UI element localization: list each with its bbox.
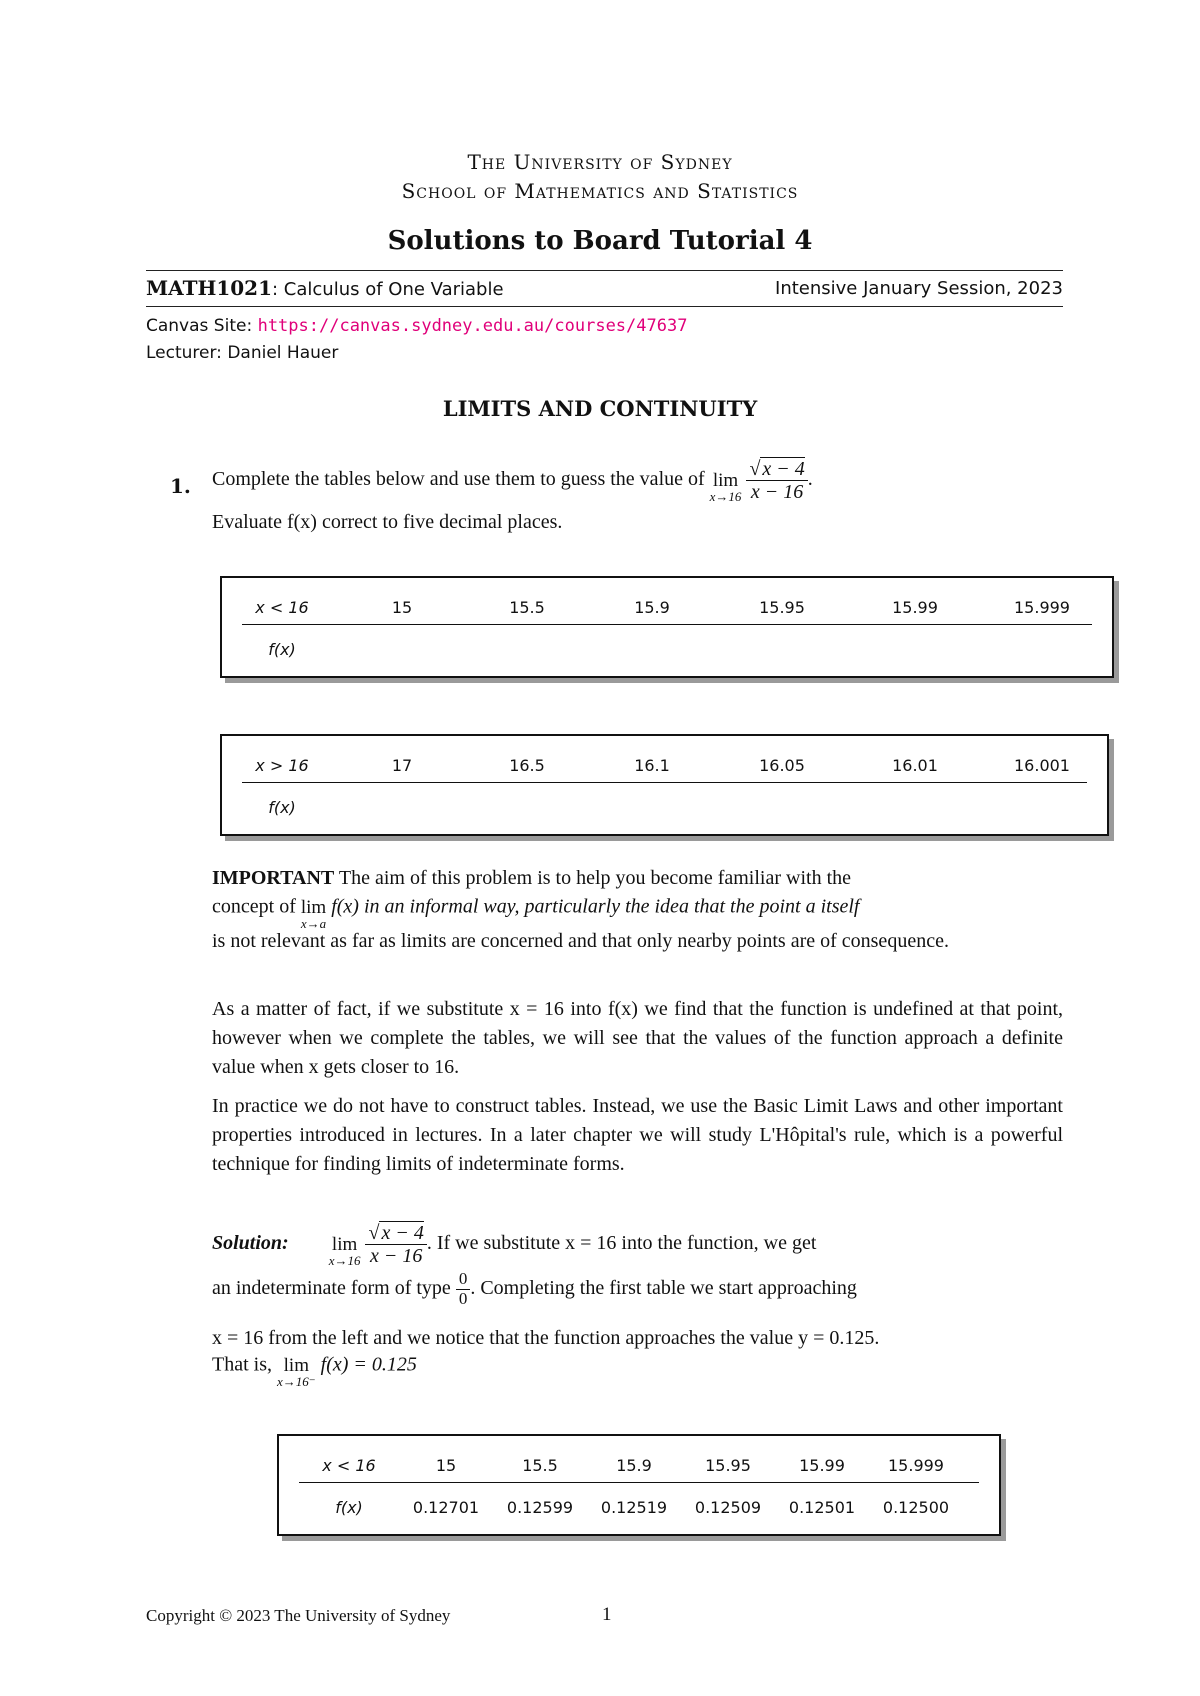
table-cell: 0.12701 xyxy=(412,1498,480,1517)
table-cell: 16.1 xyxy=(634,756,670,775)
important-line3: is not relevant as far as limits are concerned and that only nearby points are of consequence. xyxy=(212,930,949,952)
table-value-row xyxy=(222,798,1107,820)
page-number: 1 xyxy=(602,1604,612,1625)
table-cell: 15.9 xyxy=(616,1456,652,1475)
important-line1 xyxy=(212,864,1063,893)
course-code: MATH1021 xyxy=(146,276,273,300)
table-cell: 16.05 xyxy=(759,756,805,775)
page-title: Solutions to Board Tutorial 4 xyxy=(387,226,813,256)
bottom-rule xyxy=(146,306,1063,307)
table-cell: x > 16 xyxy=(255,756,309,775)
table-divider xyxy=(242,624,1092,625)
table-cell: 16.001 xyxy=(1014,756,1070,775)
solution-line1 xyxy=(212,1222,1063,1267)
table-cell: 15 xyxy=(391,598,413,617)
solution-text4a: That is, xyxy=(212,1353,272,1376)
table-x-greater-16 xyxy=(220,734,1109,836)
table-cell: 0.12509 xyxy=(694,1498,762,1517)
important-text-b: concept of xyxy=(212,895,296,918)
table-cell: f(x) xyxy=(268,640,296,659)
table-cell: 15.95 xyxy=(705,1456,751,1475)
table-cell: 15.95 xyxy=(759,598,805,617)
table-cell: 15.999 xyxy=(1014,598,1070,617)
solution-text4b: f(x) = 0.125 xyxy=(320,1353,417,1376)
table-cell: 15.9 xyxy=(634,598,670,617)
table-header-row xyxy=(222,598,1112,620)
table-cell: 16.5 xyxy=(509,756,545,775)
important-para3: In practice we do not have to construct tables. Instead, we use the Basic Limit Laws and other important properties introduced in lectures. In a later chapter we will study L'Hôpital's rule, which is a powerful technique for finding limits of indeterminate forms. xyxy=(212,1095,1063,1175)
lim-subscript: x→16 xyxy=(328,1252,361,1268)
canvas-label: Canvas Site: xyxy=(146,316,258,336)
solution-line4 xyxy=(212,1350,417,1389)
important-text-a: The aim of this problem is to help you become familiar with the xyxy=(338,867,852,889)
session: Intensive January Session, 2023 xyxy=(775,278,1063,299)
solution-line2 xyxy=(212,1270,1063,1308)
table-cell: 15 xyxy=(435,1456,457,1475)
table-cell: 15.5 xyxy=(509,598,545,617)
frac-denominator: x − 16 xyxy=(750,481,804,503)
solution-line3: x = 16 from the left and we notice that the function approaches the value y = 0.125. xyxy=(212,1327,880,1349)
table-cell: 15.99 xyxy=(892,598,938,617)
lecturer: Lecturer: Daniel Hauer xyxy=(146,343,339,363)
footer-copyright: Copyright © 2023 The University of Sydney xyxy=(146,1606,451,1625)
question-limit xyxy=(710,471,742,503)
table-cell: 16.01 xyxy=(892,756,938,775)
table-cell: 17 xyxy=(391,756,413,775)
lim-subscript: x→16 xyxy=(709,488,742,504)
canvas-link[interactable]: https://canvas.sydney.edu.au/courses/47637 xyxy=(257,316,688,336)
table-value-row xyxy=(279,1498,999,1520)
zero-over-zero: $\frac{0}{0}$ xyxy=(456,1270,471,1308)
solution-fraction: $\frac{√ x - 4}{x - 16}$ xyxy=(365,1222,426,1267)
table-cell: 0.12500 xyxy=(882,1498,950,1517)
table-cell: 0.12599 xyxy=(506,1498,574,1517)
table-x-less-16 xyxy=(220,576,1114,678)
section-title: LIMITS AND CONTINUITY xyxy=(442,396,758,421)
course-name: : Calculus of One Variable xyxy=(272,279,504,300)
table-header-row xyxy=(222,756,1107,778)
table-cell: 0.12501 xyxy=(788,1498,856,1517)
table-header-row xyxy=(279,1456,999,1478)
table-cell: 15.99 xyxy=(799,1456,845,1475)
table-cell: 15.999 xyxy=(888,1456,944,1475)
top-rule xyxy=(146,270,1063,271)
table-cell: x < 16 xyxy=(255,598,309,617)
table-divider xyxy=(242,782,1087,783)
table-value-row xyxy=(222,640,1112,662)
question-number: 1. xyxy=(170,474,191,498)
solution-label: Solution: xyxy=(212,1232,289,1255)
lim-subscript: x→16⁻ xyxy=(277,1374,316,1389)
important-label: IMPORTANT xyxy=(212,867,335,889)
solution-limit: lim x→16 xyxy=(328,1233,361,1268)
course-line xyxy=(146,276,504,300)
solution-text1: . If we substitute x = 16 into the function, we get xyxy=(426,1232,817,1255)
school-name: School of Mathematics and Statistics xyxy=(401,179,799,203)
lim-label: lim xyxy=(712,469,739,491)
table-cell: x < 16 xyxy=(322,1456,376,1475)
table-solution xyxy=(277,1434,1001,1536)
important-line2 xyxy=(212,892,1063,931)
frac-numerator: x − 4 xyxy=(762,458,805,480)
table-cell: 0.12519 xyxy=(600,1498,668,1517)
canvas-site xyxy=(146,316,687,336)
table-divider xyxy=(299,1482,979,1483)
question-line1: Complete the tables below and use them to guess the value of lim x→16 $\frac{√ x - 4}{x - 16}$ . xyxy=(212,458,813,504)
solution-left-limit: lim x→16⁻ xyxy=(277,1355,316,1389)
table-cell: f(x) xyxy=(335,1498,363,1517)
table-cell: 15.5 xyxy=(522,1456,558,1475)
question-fraction: $\frac{√ x - 4}{x - 16}$ xyxy=(746,458,807,503)
university-name: The University of Sydney xyxy=(467,150,733,174)
lim-subscript: x→a xyxy=(300,916,327,931)
important-para2: As a matter of fact, if we substitute x = 16 into f(x) we find that the function is undefined at that point, however when we complete the tables, we will see that the values of the function approach a definite value when x gets closer to 16. xyxy=(212,998,1063,1078)
question-text: Complete the tables below and use them to guess the value of xyxy=(212,468,705,491)
table-cell: f(x) xyxy=(268,798,296,817)
important-limit: lim x→a xyxy=(300,897,327,931)
question-line2: Evaluate f(x) correct to five decimal places. xyxy=(212,511,563,533)
important-text-c: f(x) in an informal way, particularly the idea that the point a itself xyxy=(331,895,860,918)
solution-text2b: . Completing the first table we start approaching xyxy=(470,1276,857,1299)
solution-text2a: an indeterminate form of type xyxy=(212,1276,451,1299)
